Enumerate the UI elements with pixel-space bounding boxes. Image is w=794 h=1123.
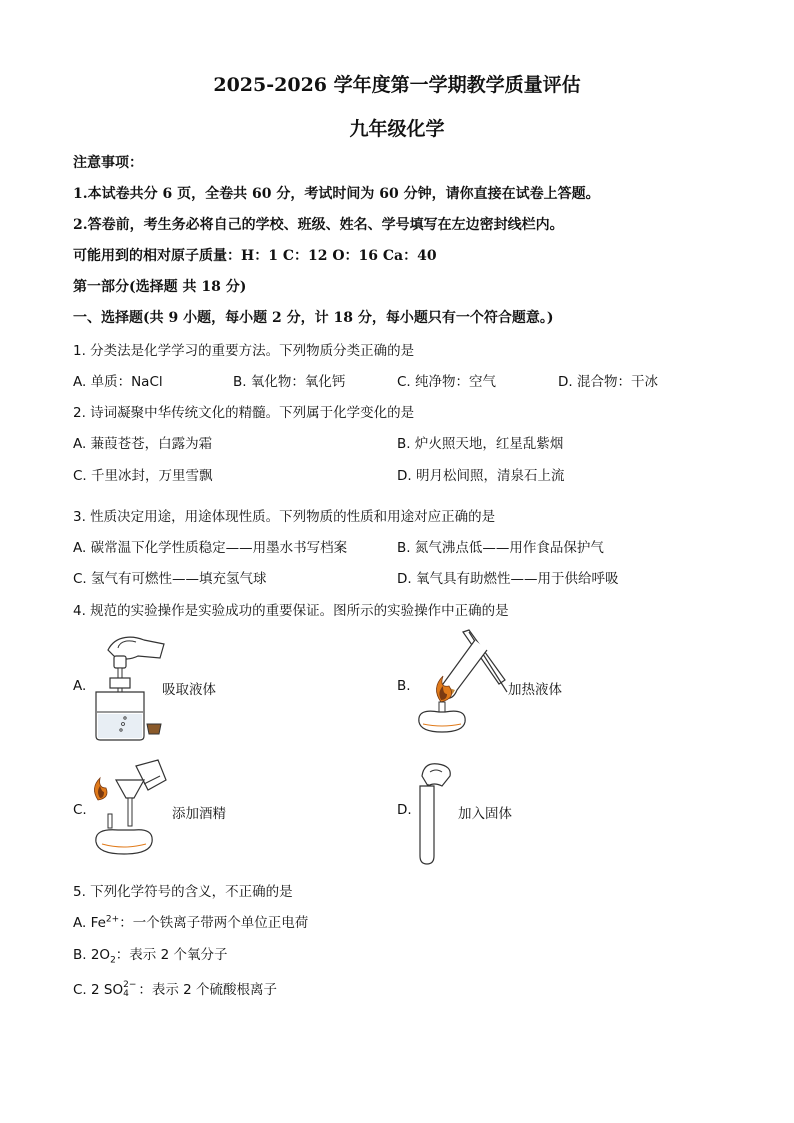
question-5-option-c-text: ：表示 2 个硫酸根离子 <box>138 982 278 998</box>
notice-item-1: 1.本试卷共分 6 页，全卷共 60 分，考试时间为 60 分钟，请你直接在试卷上答题。 <box>73 186 600 202</box>
question-5-option-c <box>73 978 277 999</box>
solid-test-tube-figure <box>412 758 458 866</box>
question-3-stem: 3. 性质决定用途，用途体现性质。下列物质的性质和用途对应正确的是 <box>73 509 496 525</box>
question-3-option-c: C. 氢气有可燃性——填充氢气球 <box>73 571 267 587</box>
question-1-stem: 1. 分类法是化学学习的重要方法。下列物质分类正确的是 <box>73 343 415 359</box>
question-5-stem: 5. 下列化学符号的含义，不正确的是 <box>73 884 293 900</box>
question-4-option-a-letter: A. <box>73 678 87 694</box>
question-2-option-a: A. 蒹葭苍苍，白露为霜 <box>73 436 213 452</box>
question-4-option-d-letter: D. <box>397 802 412 818</box>
question-4-option-c-label: 添加酒精 <box>172 806 226 822</box>
question-5-option-a <box>73 911 308 931</box>
bottle-stopper-icon <box>145 722 163 736</box>
exam-title: 2025-2026 学年度第一学期教学质量评估 <box>213 74 581 96</box>
question-2-option-b: B. 炉火照天地，红星乱紫烟 <box>397 436 564 452</box>
question-2-stem: 2. 诗词凝聚中华传统文化的精髓。下列属于化学变化的是 <box>73 405 415 421</box>
question-1-option-a: A. 单质：NaCl <box>73 374 163 390</box>
question-4-option-a-label: 吸取液体 <box>162 682 216 698</box>
question-4-option-c-letter: C. <box>73 802 87 818</box>
question-1-option-b: B. 氧化物：氧化钙 <box>233 374 346 390</box>
question-4-stem: 4. 规范的实验操作是实验成功的重要保证。图所示的实验操作中正确的是 <box>73 603 509 619</box>
question-5-option-a-charge: 2+ <box>105 914 120 925</box>
notice-item-2: 2.答卷前，考生务必将自己的学校、班级、姓名、学号填写在左边密封线栏内。 <box>73 217 564 233</box>
question-5-option-c-charge: 2− <box>123 980 137 990</box>
question-4-option-b-letter: B. <box>397 678 411 694</box>
question-5-option-a-text: ：一个铁离子带两个单位正电荷 <box>119 915 309 931</box>
notice-heading: 注意事项： <box>73 155 143 171</box>
question-3-option-a: A. 碳常温下化学性质稳定——用墨水书写档案 <box>73 540 348 556</box>
exam-subtitle: 九年级化学 <box>349 118 445 140</box>
question-2-option-c: C. 千里冰封，万里雪飘 <box>73 468 213 484</box>
question-3-option-d: D. 氧气具有助燃性——用于供给呼吸 <box>397 571 619 587</box>
question-5-option-a-prefix: A. Fe <box>73 915 106 931</box>
question-5-option-b-prefix: B. 2O <box>73 947 111 963</box>
question-4-option-d-label: 加入固体 <box>458 806 512 822</box>
question-2-option-d: D. 明月松间照，清泉石上流 <box>397 468 565 484</box>
question-1-option-c: C. 纯净物：空气 <box>397 374 497 390</box>
atomic-mass-line: 可能用到的相对原子质量：H：1 C：12 O：16 Ca：40 <box>73 248 437 264</box>
part1-heading: 第一部分(选择题 共 18 分) <box>73 279 247 295</box>
question-5-option-b <box>73 943 227 966</box>
question-5-option-c-prefix: C. 2 SO <box>73 982 124 998</box>
question-5-option-b-subscript: 2 <box>110 955 116 966</box>
question-5-option-b-text: ：表示 2 个氧分子 <box>115 947 228 963</box>
question-3-option-b: B. 氮气沸点低——用作食品保护气 <box>397 540 604 556</box>
question-4-option-b-label: 加热液体 <box>508 682 562 698</box>
alcohol-lamp-figure <box>88 758 170 858</box>
section-heading: 一、选择题(共 9 小题，每小题 2 分，计 18 分，每小题只有一个符合题意。) <box>73 310 554 326</box>
question-1-option-d: D. 混合物：干冰 <box>558 374 658 390</box>
heating-test-tube-figure <box>413 628 513 740</box>
question-5-option-c-subscript: 4 <box>123 989 129 999</box>
